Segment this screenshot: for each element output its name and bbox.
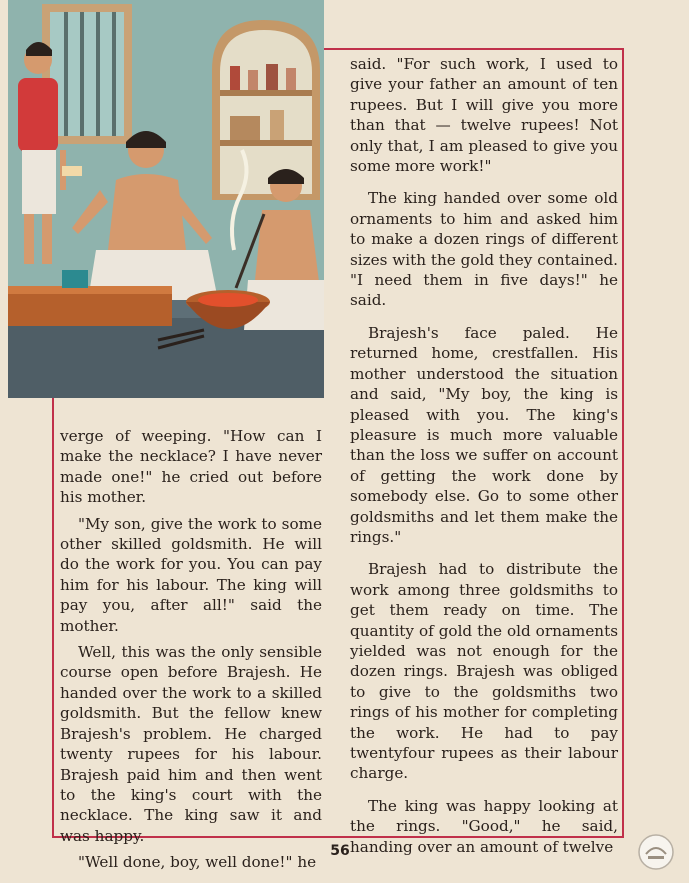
paragraph: "Well done, boy, well done!" he: [78, 853, 317, 872]
page-number: 56: [330, 843, 350, 859]
library-stamp-icon: [636, 832, 676, 872]
frame-top-border: [324, 48, 624, 50]
frame-right-border: [622, 48, 624, 838]
paragraph: The king handed over some old ornaments to him and asked him to make a dozen rings of different sizes with the gold they contained. "I need them in five days!" he said.: [350, 189, 618, 310]
goldsmith-workshop-illustration: [8, 0, 324, 398]
illustration-svg: [8, 0, 324, 398]
paragraph: verge of weeping. "How can I make the necklace? I have never made one!" he cried out before his mother.: [60, 427, 322, 507]
right-text-column: [350, 54, 618, 857]
paragraph: Well, this was the only sensible course open before Brajesh. He handed over the work to a skilled goldsmith. But the fellow knew Brajesh's problem. He charged twenty rupees for his labour. Brajesh paid him and then went to the king's court with the necklace. The king saw it and was happy.: [60, 643, 322, 845]
paragraph: "My son, give the work to some other skilled goldsmith. He will do the work for you. You can pay him for his labour. The king will pay you, after all!" said the mother.: [60, 514, 322, 635]
paragraph: Brajesh's face paled. He returned home, crestfallen. His mother understood the situation and said, "My boy, the king is pleased with you. The king's pleasure is much more valuable than the loss we suffer on account of getting the work done by somebody else. Go to some other goldsmiths and let them make the rings.": [350, 323, 618, 546]
left-text-column: [60, 426, 322, 873]
paragraph: The king was happy looking at the rings. "Good," he said, handing over an amount of twelve: [350, 796, 618, 856]
frame-left-border: [52, 398, 54, 838]
paragraph: Brajesh had to distribute the work among three goldsmiths to get them ready on time. The quantity of gold the old ornaments yielded was not enough for the dozen rings. Brajesh was obliged to give to the goldsmiths two rings of his mother for completing the work. He had to pay twentyfour rupees as their labour charge.: [350, 560, 618, 783]
paragraph: said. "For such work, I used to give your father an amount of ten rupees. But I will give you more than that — twelve rupees! Not only that, I am pleased to give you some more work!": [350, 55, 618, 176]
